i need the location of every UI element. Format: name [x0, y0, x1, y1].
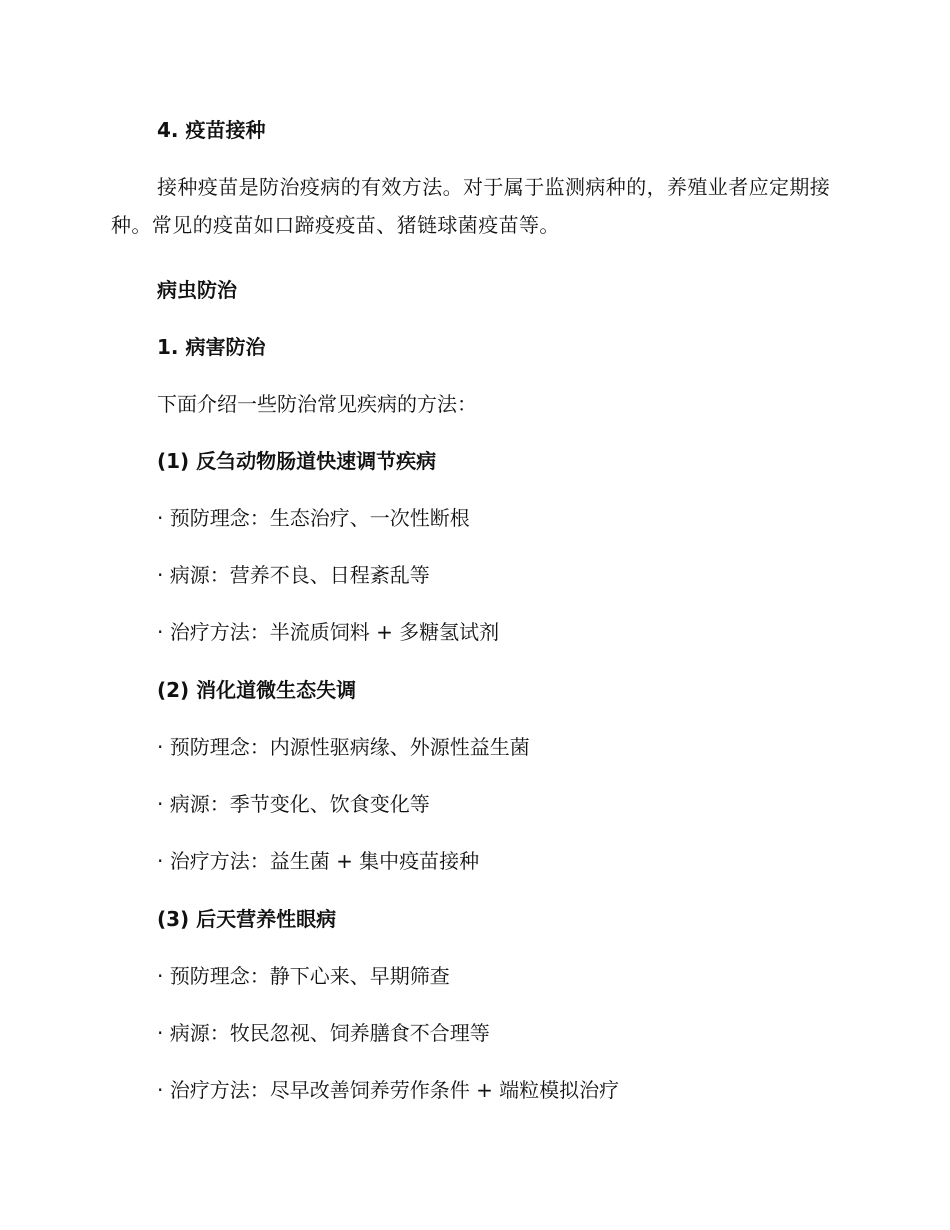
subsection-title-disease-control: 1. 病害防治 — [157, 335, 266, 359]
disease-title: (1) 反刍动物肠道快速调节疾病 — [157, 449, 437, 473]
intro-text: 下面介绍一些防治常见疾病的方法： — [157, 392, 477, 416]
bullet-item: · 预防理念：内源性驱病缘、外源性益生菌 — [157, 735, 530, 759]
bullet-item: · 病源：营养不良、日程紊乱等 — [157, 563, 430, 587]
bullet-item: · 病源：季节变化、饮食变化等 — [157, 792, 430, 816]
bullet-item: · 预防理念：生态治疗、一次性断根 — [157, 506, 470, 530]
section-title-pest-control: 病虫防治 — [157, 278, 237, 302]
bullet-item: · 预防理念：静下心来、早期筛查 — [157, 964, 450, 988]
bullet-item: · 治疗方法：尽早改善饲养劳作条件 + 端粒模拟治疗 — [157, 1078, 620, 1102]
disease-title: (3) 后天营养性眼病 — [157, 907, 337, 931]
vaccination-paragraph: 接种疫苗是防治疫病的有效方法。对于属于监测病种的，养殖业者应定期接种。常见的疫苗如口蹄疫疫苗、猪链球菌疫苗等。 — [111, 175, 831, 237]
bullet-item: · 治疗方法：益生菌 + 集中疫苗接种 — [157, 849, 480, 873]
bullet-item: · 治疗方法：半流质饲料 + 多糖氢试剂 — [157, 620, 500, 644]
disease-title: (2) 消化道微生态失调 — [157, 678, 357, 702]
bullet-item: · 病源：牧民忽视、饲养膳食不合理等 — [157, 1021, 490, 1045]
heading-vaccination: 4. 疫苗接种 — [157, 118, 266, 142]
